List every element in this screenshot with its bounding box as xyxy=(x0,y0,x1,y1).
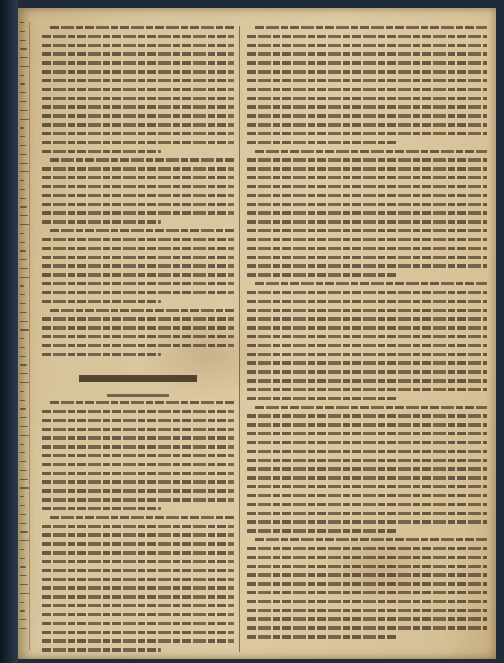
text-line xyxy=(247,247,487,250)
text-line xyxy=(247,105,487,108)
text-line xyxy=(247,635,396,638)
left-column-text xyxy=(42,26,234,652)
text-line xyxy=(247,114,487,117)
text-line xyxy=(42,282,234,285)
facing-page-text-line xyxy=(20,233,24,234)
text-line xyxy=(42,463,234,466)
text-line xyxy=(42,79,234,82)
text-line xyxy=(42,211,234,214)
facing-page-text-line xyxy=(20,470,27,471)
text-line xyxy=(42,622,234,625)
text-line xyxy=(255,26,487,29)
text-line xyxy=(247,256,487,259)
text-line xyxy=(42,185,234,188)
facing-page-text-line xyxy=(20,40,26,41)
facing-page-text-line xyxy=(20,321,28,322)
facing-page-text-line xyxy=(20,364,27,365)
text-line xyxy=(247,61,487,64)
text-line xyxy=(42,52,234,55)
text-line xyxy=(247,79,487,82)
text-line xyxy=(247,70,487,73)
facing-page-text-line xyxy=(20,593,29,594)
facing-page-margin xyxy=(18,22,30,650)
text-line xyxy=(247,291,487,294)
facing-page-text-line xyxy=(20,277,29,278)
facing-page-text-line xyxy=(20,268,28,269)
text-line xyxy=(255,538,487,541)
text-line xyxy=(42,335,234,338)
text-line xyxy=(247,582,487,585)
facing-page-text-line xyxy=(20,163,28,164)
text-line xyxy=(42,560,234,563)
text-line xyxy=(42,428,234,431)
text-line xyxy=(247,503,487,506)
text-line xyxy=(247,556,487,559)
facing-page-text-line xyxy=(20,514,26,515)
text-line xyxy=(247,423,487,426)
text-line xyxy=(42,238,234,241)
right-paragraph-4 xyxy=(247,406,487,533)
facing-page-text-line xyxy=(20,198,26,199)
text-line xyxy=(247,97,487,100)
text-line xyxy=(42,489,234,492)
text-line xyxy=(247,573,487,576)
text-line xyxy=(50,516,234,519)
left-column xyxy=(42,26,234,652)
text-line xyxy=(247,300,487,303)
text-line xyxy=(42,353,161,356)
text-line xyxy=(247,441,487,444)
facing-page-text-line xyxy=(20,110,28,111)
text-line xyxy=(42,445,234,448)
facing-page-text-line xyxy=(20,136,25,137)
text-line xyxy=(247,35,487,38)
text-line xyxy=(247,273,396,276)
facing-page-text-line xyxy=(20,347,25,348)
text-line xyxy=(42,273,234,276)
text-line xyxy=(247,397,396,400)
facing-page-text-line xyxy=(20,540,29,541)
facing-page-text-line xyxy=(20,285,24,286)
text-line xyxy=(247,626,487,629)
facing-page-text-line xyxy=(20,294,25,295)
text-line xyxy=(247,512,487,515)
right-column xyxy=(247,26,487,652)
facing-page-text-line xyxy=(20,83,25,84)
article-heading-mark xyxy=(79,375,197,382)
text-line xyxy=(247,203,487,206)
text-line xyxy=(42,70,234,73)
text-line xyxy=(42,97,234,100)
text-line xyxy=(255,150,487,153)
text-line xyxy=(42,525,234,528)
text-line xyxy=(247,565,487,568)
facing-page-text-line xyxy=(20,584,28,585)
facing-page-text-line xyxy=(20,444,24,445)
text-line xyxy=(42,35,234,38)
facing-page-text-line xyxy=(20,487,29,488)
facing-page-text-line xyxy=(20,154,27,155)
facing-page-text-line xyxy=(20,391,24,392)
text-line xyxy=(42,176,234,179)
text-line xyxy=(247,317,487,320)
right-paragraph-5 xyxy=(247,538,487,639)
text-line xyxy=(42,436,234,439)
facing-page-text-line xyxy=(20,206,27,207)
facing-page-text-line xyxy=(20,75,24,76)
facing-page-text-line xyxy=(20,408,26,409)
facing-page-text-line xyxy=(20,57,28,58)
text-line xyxy=(247,326,487,329)
text-line xyxy=(247,141,396,144)
text-line xyxy=(247,547,487,550)
text-line xyxy=(247,238,487,241)
text-line xyxy=(255,282,487,285)
facing-page-text-line xyxy=(20,259,27,260)
text-line xyxy=(247,520,487,523)
text-line xyxy=(247,591,487,594)
facing-page-text-line xyxy=(20,92,26,93)
facing-page-text-line xyxy=(20,66,29,67)
facing-page-text-line xyxy=(20,101,27,102)
text-line xyxy=(247,132,487,135)
facing-page-text-line xyxy=(20,338,24,339)
text-line xyxy=(247,123,487,126)
right-paragraph-3 xyxy=(247,282,487,400)
text-line xyxy=(247,370,487,373)
left-paragraph-3 xyxy=(42,229,234,303)
right-column-text xyxy=(247,26,487,639)
facing-page-text-line xyxy=(20,435,29,436)
facing-page-text-line xyxy=(20,400,25,401)
text-line xyxy=(50,26,234,29)
text-line xyxy=(247,44,487,47)
text-line xyxy=(42,44,234,47)
newspaper-page xyxy=(18,8,496,659)
book-binding xyxy=(0,0,18,663)
article-heading xyxy=(42,362,234,373)
article-paragraph-2 xyxy=(42,516,234,652)
text-line xyxy=(247,167,487,170)
text-line xyxy=(42,578,234,581)
article-author xyxy=(42,384,234,391)
facing-page-text-line xyxy=(20,549,24,550)
facing-page-text-line xyxy=(20,558,25,559)
text-line xyxy=(42,586,234,589)
facing-page-text-line xyxy=(20,329,29,330)
text-line xyxy=(42,480,234,483)
text-line xyxy=(42,639,234,642)
facing-page-text-line xyxy=(20,531,28,532)
text-line xyxy=(42,88,234,91)
facing-page-text-line xyxy=(20,452,25,453)
text-line xyxy=(247,176,487,179)
text-line xyxy=(247,388,487,391)
text-line xyxy=(42,533,234,536)
text-line xyxy=(247,450,487,453)
facing-page-text-line xyxy=(20,31,25,32)
article-paragraph-1 xyxy=(42,401,234,510)
right-paragraph-2 xyxy=(247,150,487,277)
right-paragraph-1 xyxy=(247,26,487,144)
text-line xyxy=(247,158,487,161)
facing-page-text-line xyxy=(20,496,24,497)
text-line xyxy=(42,344,234,347)
text-line xyxy=(42,132,234,135)
text-line xyxy=(42,631,234,634)
text-line xyxy=(42,167,234,170)
text-line xyxy=(247,264,487,267)
text-line xyxy=(247,344,487,347)
facing-page-text-line xyxy=(20,426,28,427)
facing-page-text-line xyxy=(20,180,24,181)
facing-page-text-line xyxy=(20,224,29,225)
text-line xyxy=(247,229,487,232)
facing-page-text-line xyxy=(20,242,25,243)
facing-page-text-line xyxy=(20,461,26,462)
facing-page-text-line xyxy=(20,602,24,603)
text-line xyxy=(247,194,487,197)
left-paragraph-1 xyxy=(42,26,234,153)
text-line xyxy=(247,609,487,612)
text-line xyxy=(42,300,161,303)
text-line xyxy=(42,194,234,197)
text-line xyxy=(50,158,234,161)
text-line xyxy=(42,264,234,267)
text-line xyxy=(42,256,234,259)
facing-page-text-line xyxy=(20,628,27,629)
text-line xyxy=(42,141,234,144)
facing-page-text-line xyxy=(20,505,25,506)
text-line xyxy=(42,569,234,572)
text-line xyxy=(247,476,487,479)
text-line xyxy=(42,326,234,329)
text-line xyxy=(247,529,396,532)
text-line xyxy=(247,432,487,435)
text-line xyxy=(42,454,234,457)
facing-page-text-line xyxy=(20,22,24,23)
text-line xyxy=(247,617,487,620)
text-line xyxy=(42,114,234,117)
text-line xyxy=(42,203,234,206)
text-line xyxy=(42,551,234,554)
facing-page-text-line xyxy=(20,119,29,120)
text-line xyxy=(247,414,487,417)
text-line xyxy=(247,361,487,364)
facing-page-text-line xyxy=(20,145,26,146)
text-line xyxy=(42,419,234,422)
facing-page-text-line xyxy=(20,303,26,304)
text-line xyxy=(247,600,487,603)
text-line xyxy=(247,467,487,470)
facing-page-text-line xyxy=(20,189,25,190)
text-line xyxy=(247,494,487,497)
left-paragraph-2 xyxy=(42,158,234,223)
text-line xyxy=(42,604,234,607)
text-line xyxy=(247,459,487,462)
text-line xyxy=(42,542,234,545)
facing-page-text-line xyxy=(20,417,27,418)
text-line xyxy=(247,185,487,188)
text-line xyxy=(247,220,487,223)
left-paragraph-4 xyxy=(42,309,234,357)
text-line xyxy=(42,507,161,510)
facing-page-text-line xyxy=(20,171,29,172)
text-line xyxy=(42,247,234,250)
text-line xyxy=(247,379,487,382)
text-line xyxy=(42,410,234,413)
text-line xyxy=(42,595,234,598)
article-author-mark xyxy=(107,394,169,397)
facing-page-text-line xyxy=(20,479,28,480)
facing-page-text-line xyxy=(20,566,26,567)
text-line xyxy=(247,353,487,356)
facing-page-text-line xyxy=(20,610,25,611)
text-line xyxy=(50,229,234,232)
text-line xyxy=(42,123,234,126)
facing-page-text-line xyxy=(20,619,26,620)
text-line xyxy=(247,309,487,312)
text-line xyxy=(42,61,234,64)
facing-page-text-line xyxy=(20,312,27,313)
text-line xyxy=(50,309,234,312)
text-line xyxy=(50,401,234,404)
text-line xyxy=(247,52,487,55)
facing-page-text-line xyxy=(20,356,26,357)
text-line xyxy=(42,472,234,475)
text-line xyxy=(42,150,161,153)
text-line xyxy=(255,406,487,409)
text-line xyxy=(42,613,234,616)
text-line xyxy=(42,220,161,223)
text-line xyxy=(247,88,487,91)
text-line xyxy=(42,498,234,501)
text-line xyxy=(42,317,234,320)
facing-page-text-line xyxy=(20,523,27,524)
facing-page-text-line xyxy=(20,215,28,216)
text-line xyxy=(247,485,487,488)
text-line xyxy=(247,211,487,214)
facing-page-text-line xyxy=(20,127,24,128)
facing-page-text-line xyxy=(20,48,27,49)
text-line xyxy=(42,291,234,294)
text-line xyxy=(247,335,487,338)
text-line xyxy=(42,648,161,651)
text-line xyxy=(42,105,234,108)
facing-page-text-line xyxy=(20,373,28,374)
facing-page-text-line xyxy=(20,250,26,251)
facing-page-text-line xyxy=(20,575,27,576)
column-divider xyxy=(239,26,240,652)
facing-page-text-line xyxy=(20,382,29,383)
